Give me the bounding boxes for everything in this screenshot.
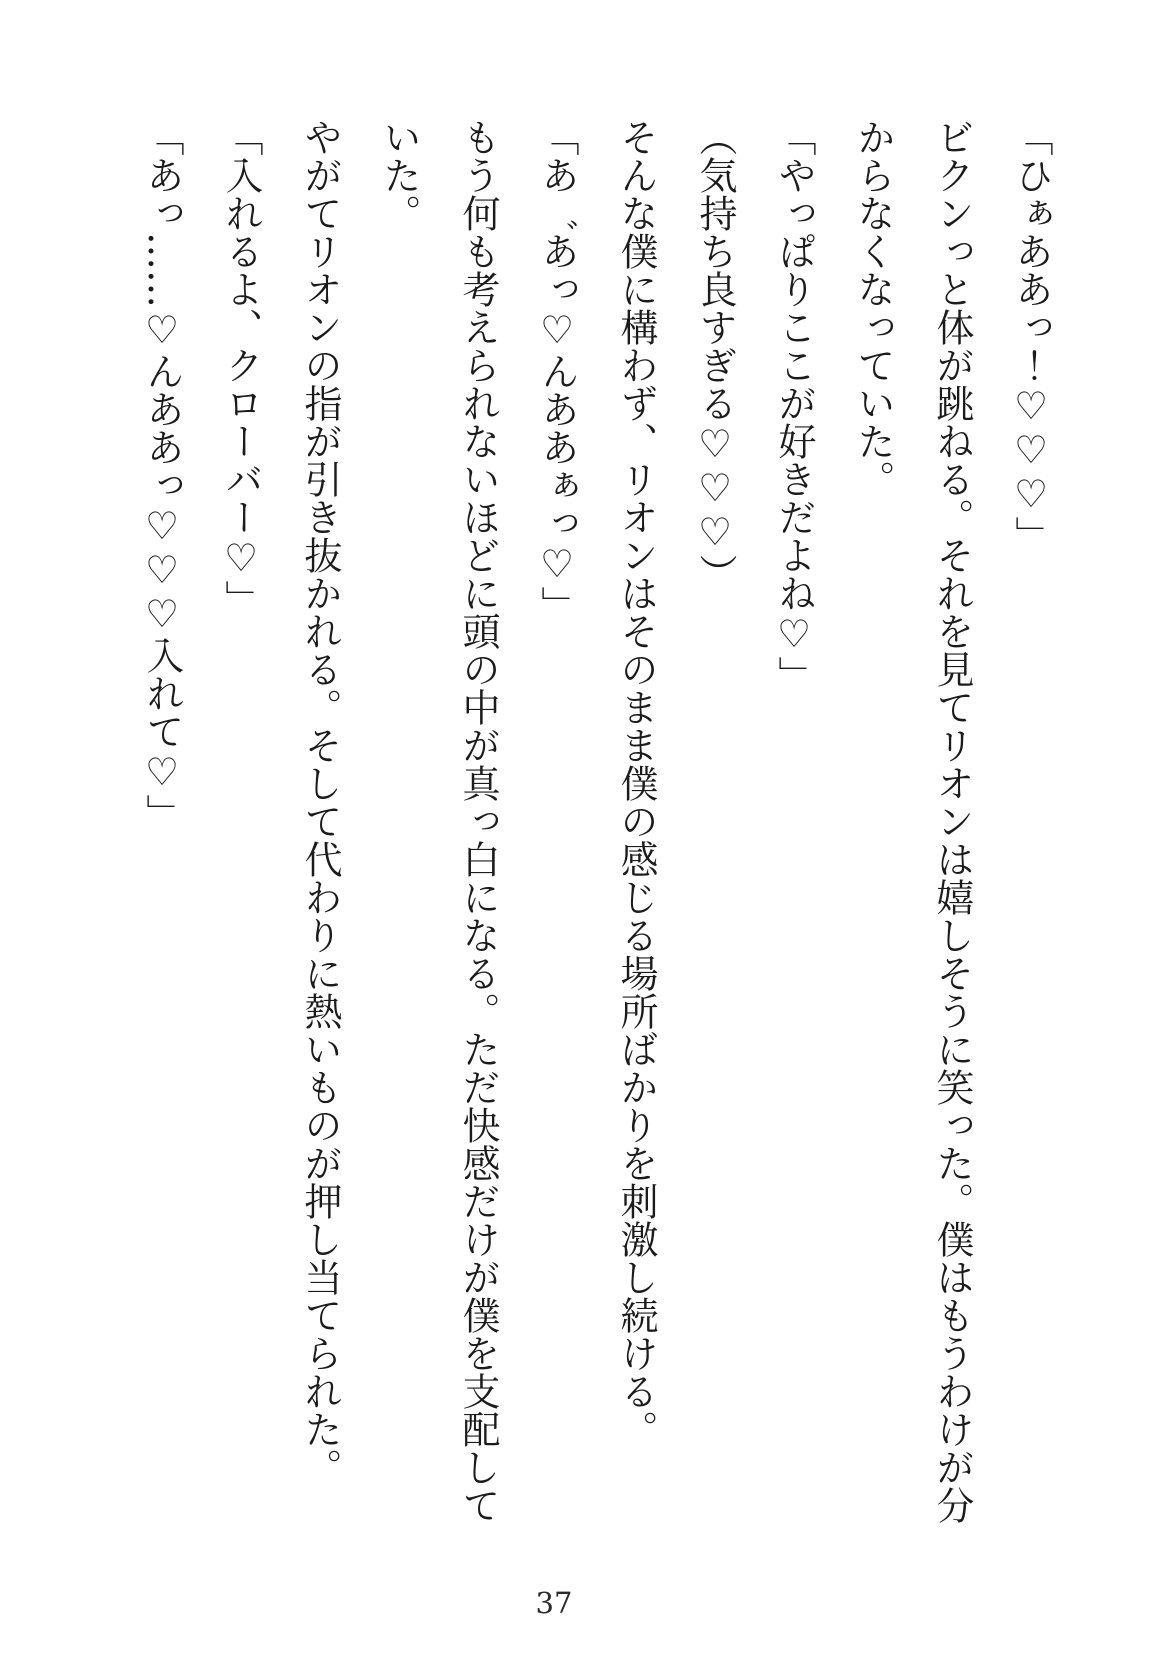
paragraph-dialogue-5: 「あっ……♡んああっ♡♡♡入れて♡」 xyxy=(140,118,184,832)
paragraph-dialogue-2: 「やっぱりここが好きだよね♡」 xyxy=(772,118,816,694)
paragraph-narration-1: ビクンっと体が跳ねる。それを見てリオンは嬉しそうに笑った。僕はもうわけが分からなくなっていた。 xyxy=(851,118,974,1524)
paragraph-narration-2: そんな僕に構わず、リオンはそのまま僕の感じる場所ばかりを刺激し続ける。 xyxy=(614,118,658,1448)
paragraph-dialogue-4: 「入れるよ、クローバー♡」 xyxy=(219,118,263,618)
paragraph-dialogue-1: 「ひぁああっ！♡♡♡」 xyxy=(1009,118,1053,554)
page-number: 37 xyxy=(535,1586,573,1620)
vertical-text-area xyxy=(122,118,1070,1536)
paragraph-thought-1: （気持ち良すぎる♡♡♡） xyxy=(693,118,737,592)
paragraph-dialogue-3: 「あ゛あっ♡んああぁっ♡」 xyxy=(535,118,579,624)
paragraph-narration-4: やがてリオンの指が引き抜かれる。そして代わりに熱いものが押し当てられた。 xyxy=(298,118,342,1486)
paragraph-narration-3: もう何も考えられないほどに頭の中が真っ白になる。ただ快感だけが僕を支配していた。 xyxy=(377,118,500,1524)
